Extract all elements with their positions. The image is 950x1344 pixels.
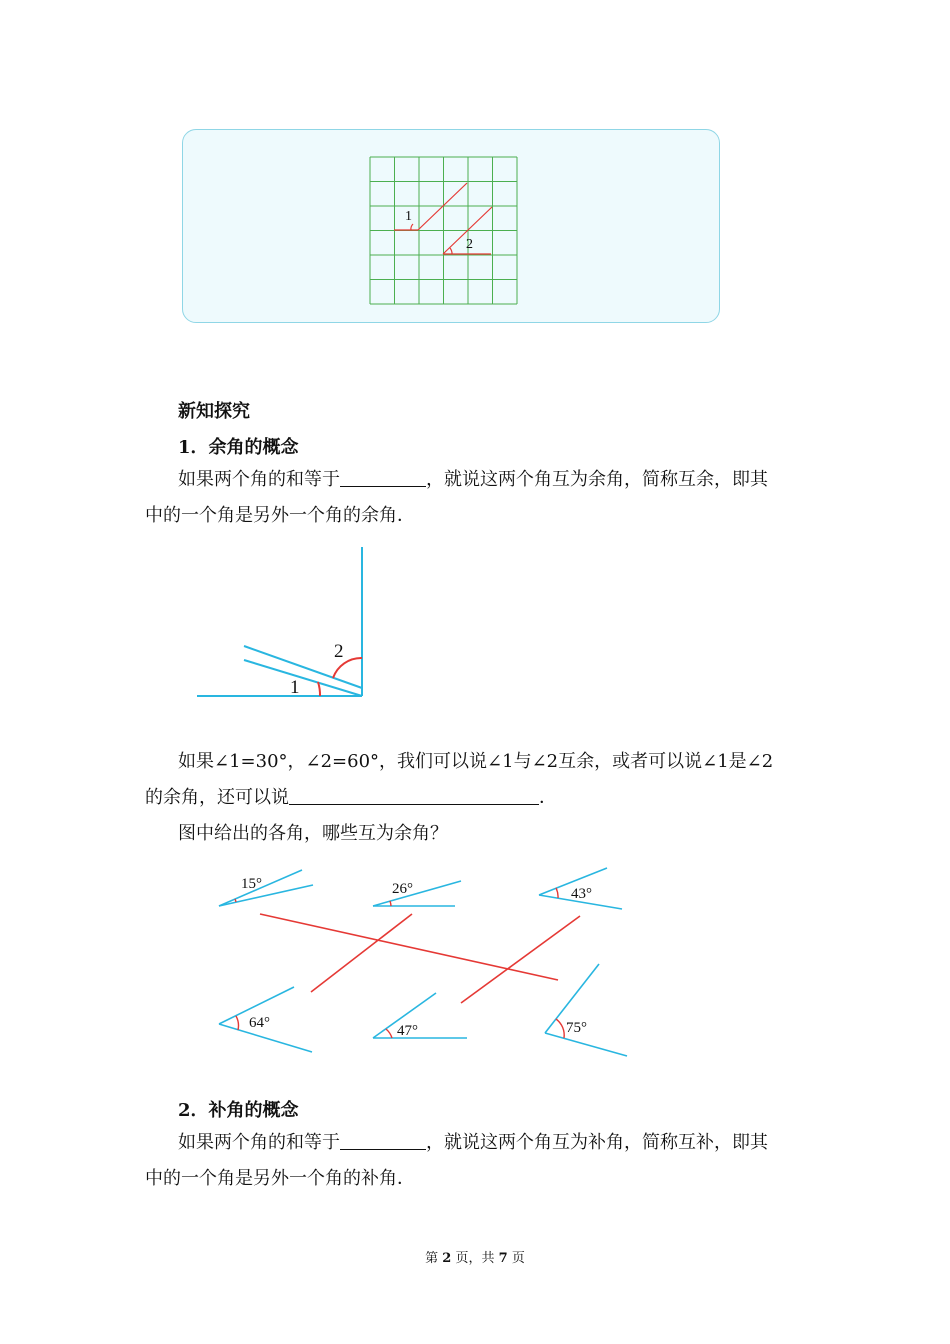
complement-heading: 1．余角的概念 [178,437,299,458]
angle-2-arc [450,248,452,254]
lower-slant-ray [244,660,362,696]
complement-definition-line1 [178,462,768,498]
complement-example-line1: 如果∠1=30°，∠2=60°，我们可以说∠1与∠2互余，或者可以说∠1是∠2 [178,751,774,772]
supplement-def-text-a: 如果两个角的和等于 [178,1132,340,1153]
complement-example-end: ． [539,787,557,808]
complement-example-text: 的余角，还可以说 [145,787,289,808]
complement-fig-label-1: 1 [290,677,300,698]
footer-total-pages: 7 [498,1251,508,1266]
complement-fig-label-2: 2 [334,641,344,662]
complement-figure [190,540,380,710]
grid-figure [0,0,950,340]
footer-page-number: 2 [442,1251,452,1266]
page-footer [0,1247,950,1266]
supplement-def-blank [340,1131,426,1150]
footer-prefix: 第 [425,1251,439,1266]
angle-label-64: 64° [249,1015,270,1031]
match-line-15-75 [260,914,558,980]
angle-label-47: 47° [397,1023,418,1039]
supplement-definition-line2: 中的一个角是另外一个角的补角． [145,1168,415,1189]
angle-label-26: 26° [392,881,413,897]
supplement-def-text-b: ，就说这两个角互为补角，简称互补，即其 [426,1132,768,1153]
match-line-26-64 [311,914,412,992]
complement-example-line2 [145,780,557,816]
complement-def-text-a: 如果两个角的和等于 [178,469,340,490]
grid-label-1: 1 [405,209,412,224]
angle-matching-figure [0,860,950,1070]
grid-lines [370,157,517,304]
angle-1-arc [411,224,413,230]
angle-label-15: 15° [241,876,262,892]
complement-definition-line2: 中的一个角是另外一个角的余角． [145,505,415,526]
footer-suffix: 页 [511,1251,525,1266]
complement-example-blank [289,786,539,805]
supplement-heading: 2．补角的概念 [178,1100,299,1121]
angle-label-43: 43° [571,886,592,902]
footer-middle: 页，共 [455,1251,495,1266]
complement-question: 图中给出的各角，哪些互为余角？ [178,823,448,844]
complement-def-text-b: ，就说这两个角互为余角，简称互余，即其 [426,469,768,490]
grid-label-2: 2 [466,237,473,252]
upper-slant-ray [244,646,362,688]
section-title: 新知探究 [178,401,250,422]
match-line-43-47 [461,916,580,1003]
complement-def-blank [340,468,426,487]
matching-lines [260,914,580,1003]
supplement-definition-line1 [178,1125,768,1161]
angle-label-75: 75° [566,1020,587,1036]
